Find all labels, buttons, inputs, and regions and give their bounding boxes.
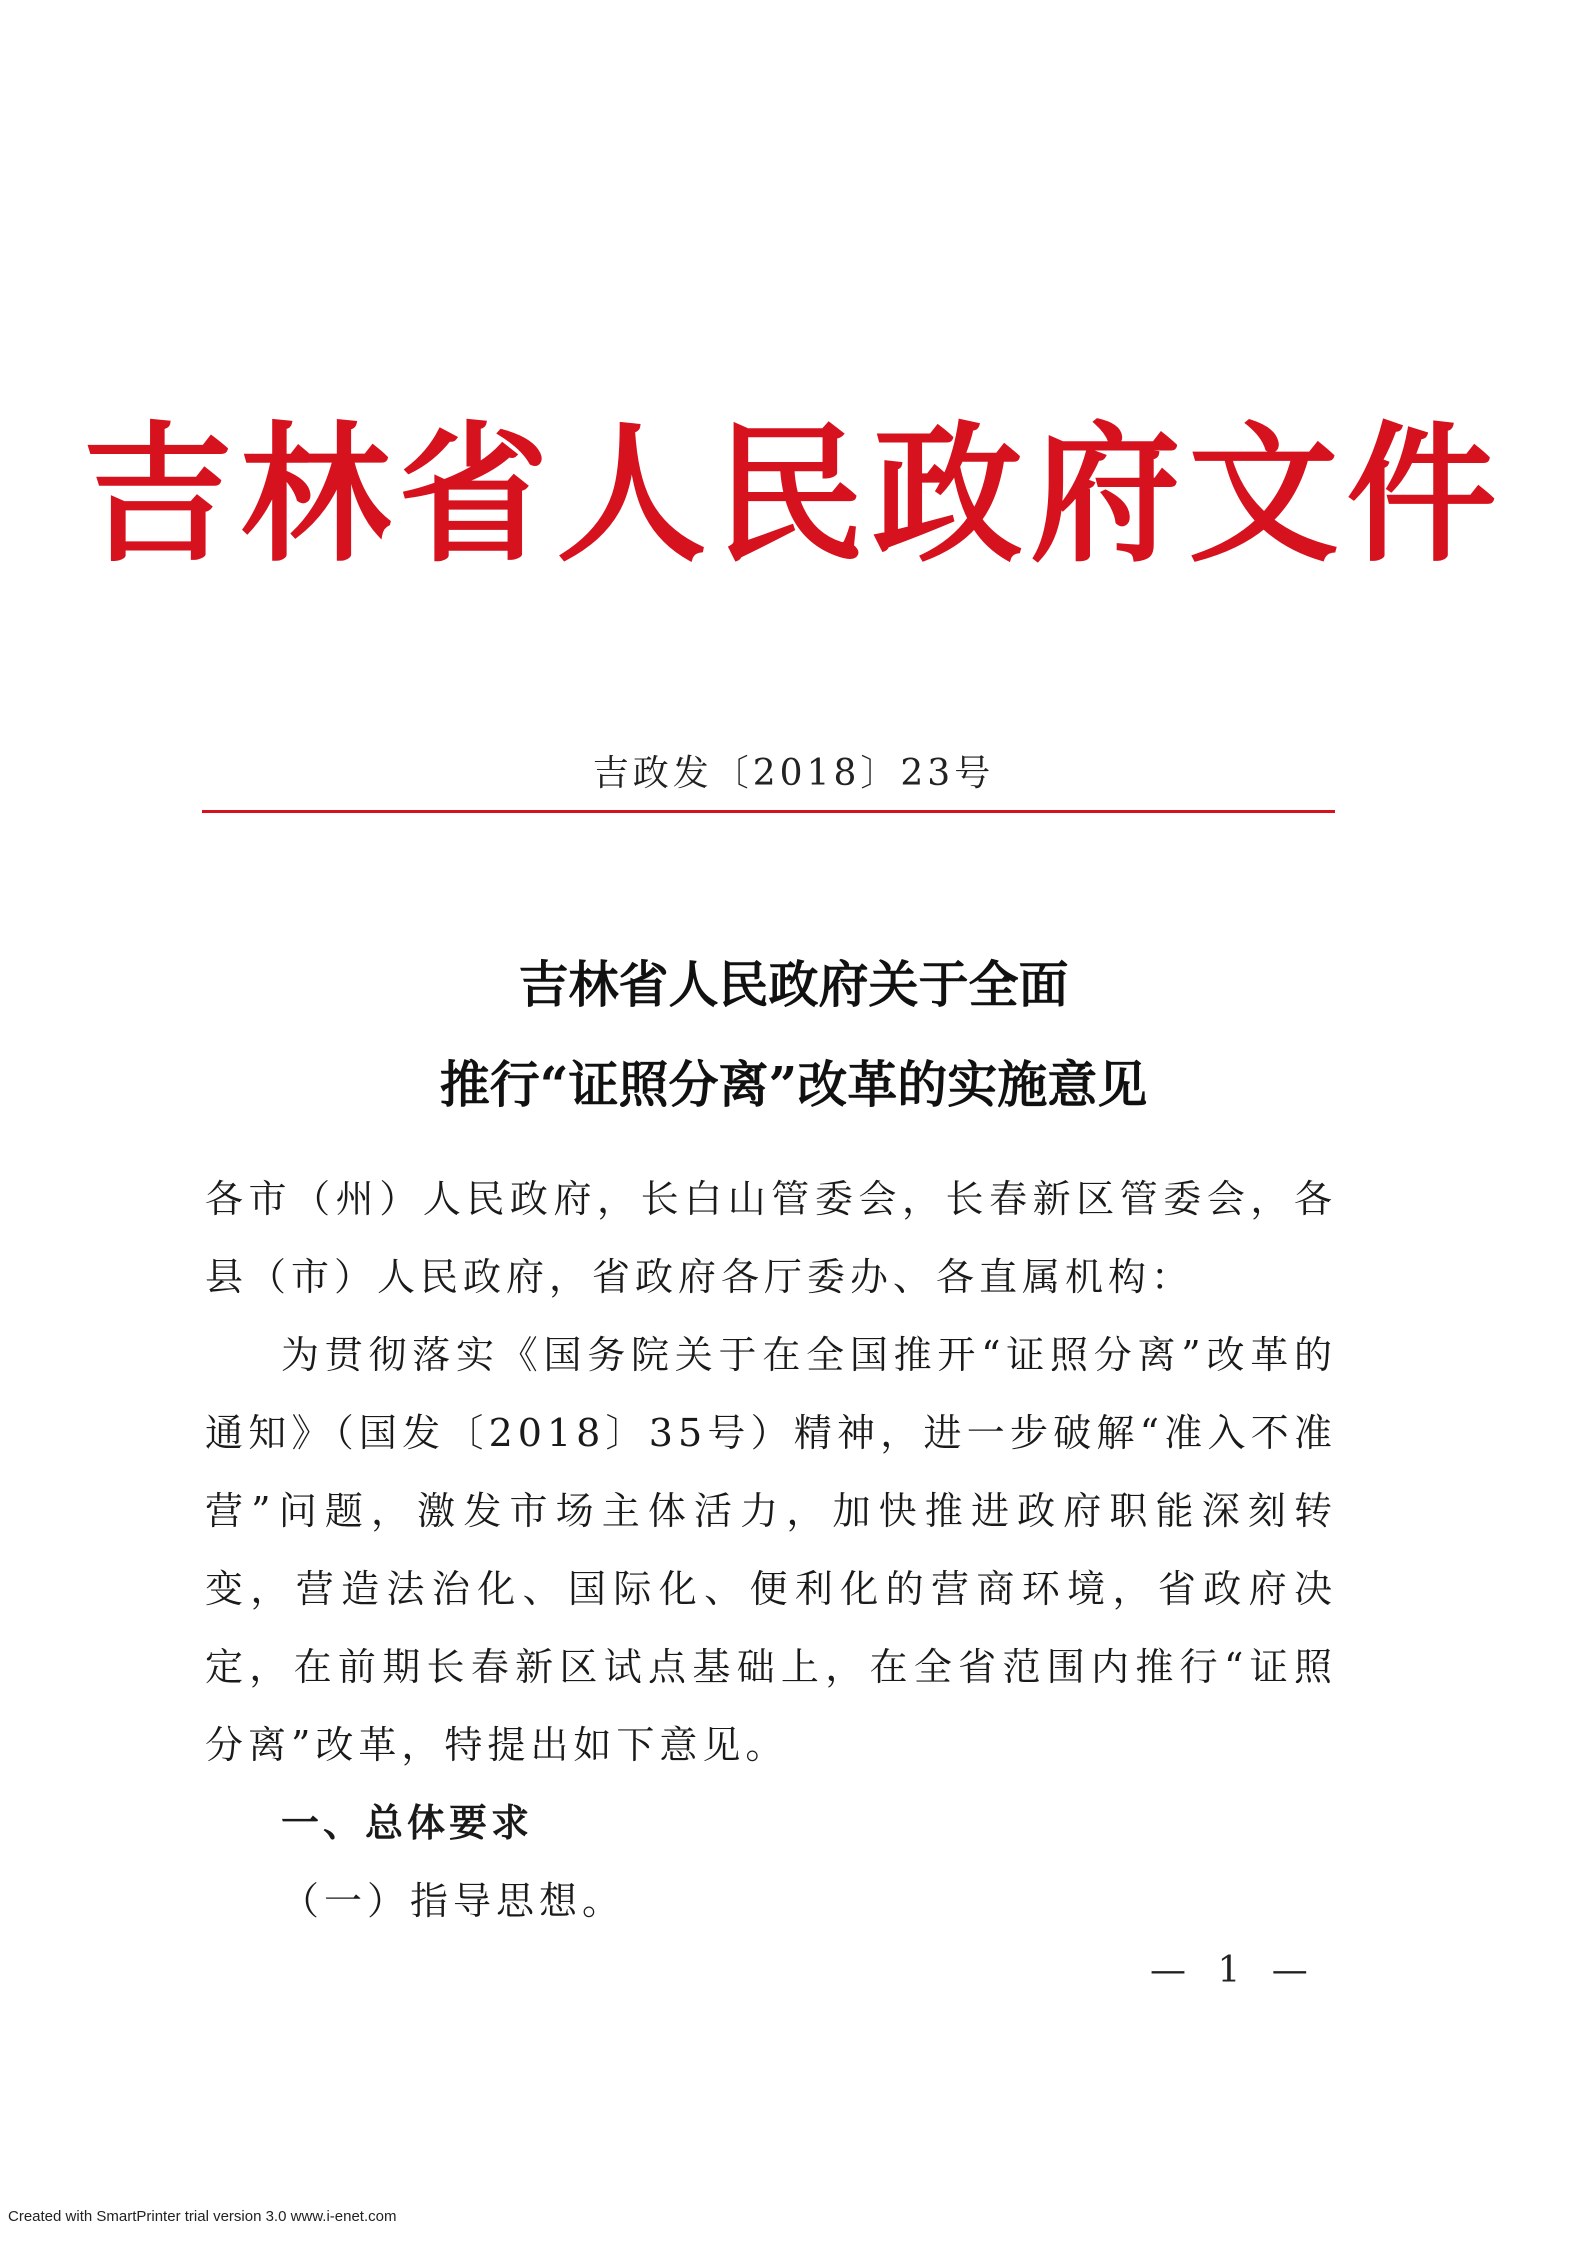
red-divider-rule (202, 810, 1335, 813)
page-number: — 1 — (1150, 1950, 1318, 1991)
addressee-paragraph: 各市（州）人民政府，长白山管委会，长春新区管委会，各县（市）人民政府，省政府各厅委办、各直属机构： (205, 1177, 1337, 1299)
subsection-heading-1: （一）指导思想。 (281, 1879, 626, 1923)
document-masthead: 吉林省人民政府文件 (82, 407, 1505, 583)
intro-paragraph: 为贯彻落实《国务院关于在全国推开“证照分离”改革的通知》（国发〔2018〕35号）精神，进一步破解“准入不准营”问题，激发市场主体活力，加快推进政府职能深刻转变，营造法治化、国际化、便利化的营商环境，省政府决定，在前期长春新区试点基础上，在全省范围内推行“证照分离”改革，特提出如下意见。 (205, 1333, 1337, 1767)
document-number: 吉政发〔2018〕23号 (592, 753, 995, 794)
section-heading-1: 一、总体要求 (281, 1801, 534, 1845)
title-line-1: 吉林省人民政府关于全面 (518, 955, 1069, 1014)
printer-watermark-note: Created with SmartPrinter trial version 3.0 www.i-enet.com (8, 2208, 397, 2225)
document-title (0, 935, 1587, 1135)
title-line-2: 推行“证照分离”改革的实施意见 (439, 1055, 1148, 1114)
document-body (205, 1160, 1337, 1940)
